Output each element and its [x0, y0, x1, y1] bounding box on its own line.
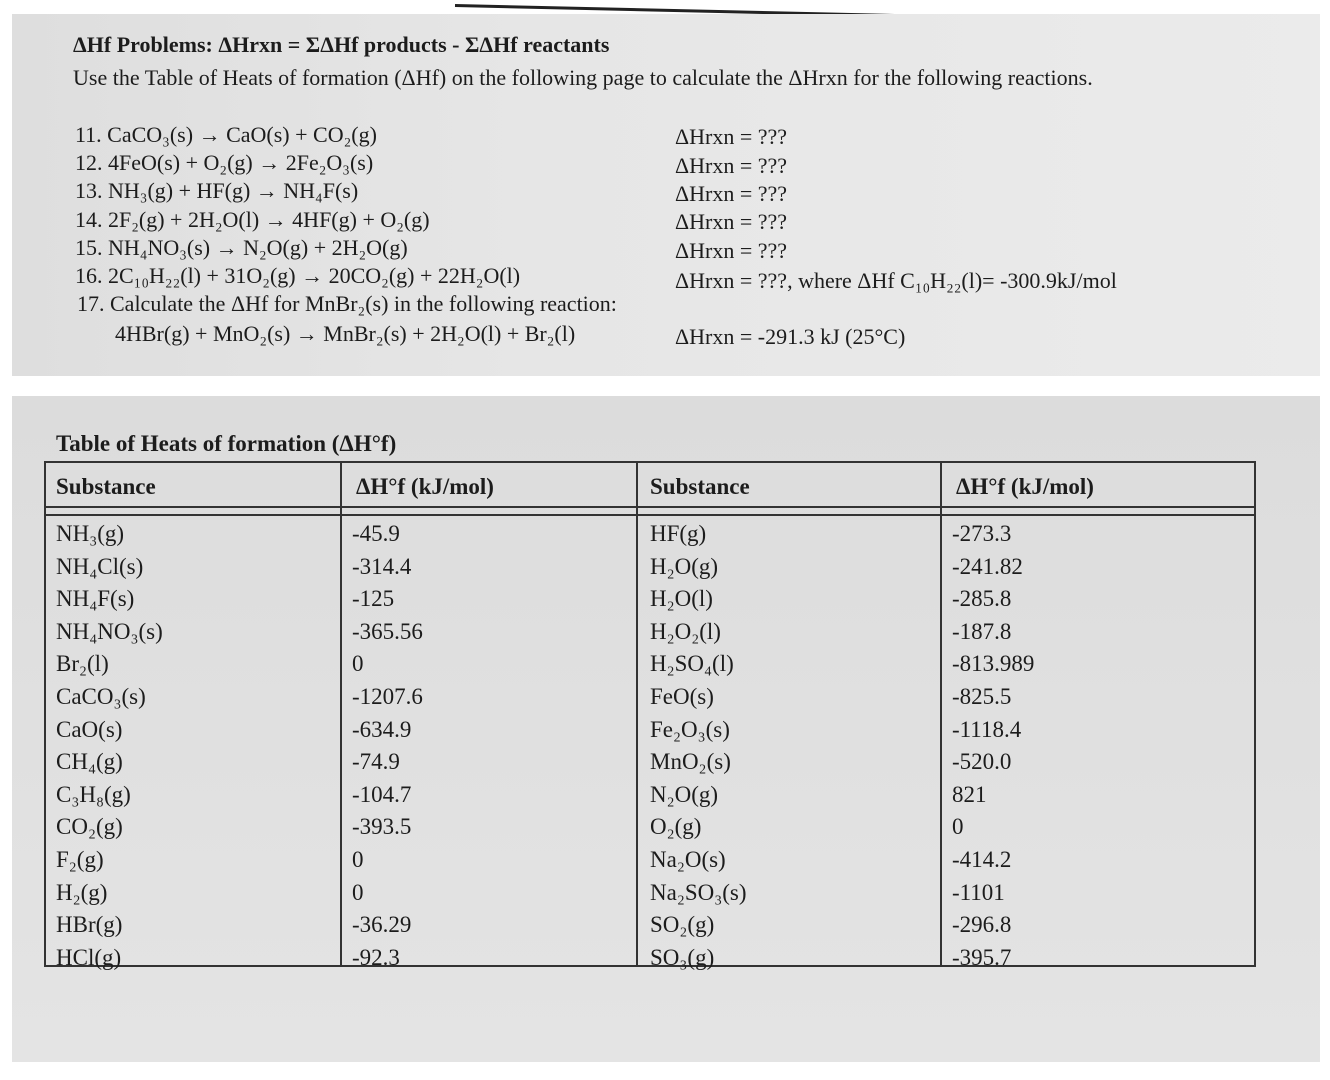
table-cell: H₂O(l) [650, 586, 713, 612]
table-cell: -414.2 [952, 846, 1012, 872]
col-header-substance-right: Substance [650, 474, 750, 499]
problem-17-equation: 4HBr(g) + MnO₂(s) → MnBr₂(s) + 2H₂O(l) + Br₂(l) [115, 321, 576, 346]
problem-11-answer: ΔHrxn = ??? [675, 124, 788, 149]
table-cell: -825.5 [952, 683, 1012, 709]
table-cell: -285.8 [952, 586, 1012, 612]
table-cell: O₂(g) [650, 814, 702, 840]
table-cell: NH₄F(s) [56, 586, 135, 612]
table-cell: Br₂(l) [56, 651, 109, 677]
table-cell: -314.4 [352, 553, 412, 579]
table-cell: -520.0 [952, 749, 1012, 775]
table-cell: -393.5 [352, 814, 412, 840]
table-cell: H₂O₂(l) [650, 618, 721, 644]
left-substance-column [56, 518, 163, 974]
table-cell: -365.56 [352, 618, 423, 644]
table-cell: FeO(s) [650, 683, 714, 709]
problems-heading: ΔHf Problems: ΔHrxn = ΣΔHf products - ΣΔHf reactants [73, 32, 610, 57]
table-cell: CaO(s) [56, 716, 123, 742]
right-substance-column [650, 518, 747, 974]
problem-11-equation: 11. CaCO₃(s) → CaO(s) + CO₂(g) [75, 122, 377, 147]
table-divider-3 [940, 461, 942, 967]
table-cell: -241.82 [952, 553, 1023, 579]
table-cell: NH₄NO₃(s) [56, 618, 163, 644]
col-header-value-left: ΔH°f (kJ/mol) [356, 474, 494, 499]
header-rule-2 [44, 514, 1256, 516]
table-cell: -45.9 [352, 521, 400, 546]
col-header-substance-left: Substance [56, 474, 156, 499]
table-cell: F₂(g) [56, 846, 104, 872]
table-cell: Na₂SO₃(s) [650, 879, 747, 905]
table-cell: 0 [352, 846, 364, 872]
table-cell: C₃H₈(g) [56, 781, 131, 807]
table-cell: SO₂(g) [650, 912, 715, 938]
table-cell: HBr(g) [56, 912, 123, 938]
problem-13-equation: 13. NH₃(g) + HF(g) → NH₄F(s) [75, 178, 359, 203]
table-cell: -104.7 [352, 781, 412, 807]
table-cell: H₂O(g) [650, 553, 719, 579]
table-title: Table of Heats of formation (ΔH°f) [56, 431, 397, 456]
table-divider-2 [636, 461, 638, 967]
header-rule [44, 506, 1256, 508]
table-cell: H₂SO₄(l) [650, 651, 734, 677]
table-cell: N₂O(g) [650, 781, 719, 807]
table-cell: CO₂(g) [56, 814, 123, 840]
problem-12-answer: ΔHrxn = ??? [675, 153, 788, 178]
table-cell: -813.989 [952, 651, 1035, 677]
table-cell: -1207.6 [352, 683, 423, 709]
left-value-column [352, 518, 423, 974]
problem-17-text: 17. Calculate the ΔHf for MnBr₂(s) in the following reaction: [77, 291, 617, 316]
table-cell: 821 [952, 781, 987, 807]
table-cell: HF(g) [650, 521, 707, 546]
table-cell: Fe₂O₃(s) [650, 716, 730, 742]
table-cell: 0 [352, 879, 364, 905]
problem-17-answer: ΔHrxn = -291.3 kJ (25°C) [675, 324, 906, 349]
table-cell: -634.9 [352, 716, 412, 742]
table-cell: -74.9 [352, 749, 400, 775]
right-value-column [952, 518, 1034, 974]
table-cell: CaCO₃(s) [56, 683, 146, 709]
problem-14-answer: ΔHrxn = ??? [675, 209, 788, 234]
problem-12-equation: 12. 4FeO(s) + O₂(g) → 2Fe₂O₃(s) [75, 150, 374, 175]
table-cell: -273.3 [952, 521, 1012, 546]
table-cell: -36.29 [352, 912, 412, 938]
table-cell: -395.7 [952, 944, 1012, 970]
table-cell: H₂(g) [56, 879, 108, 905]
problem-15-equation: 15. NH₄NO₃(s) → N₂O(g) + 2H₂O(g) [75, 235, 408, 260]
table-cell: CH₄(g) [56, 749, 123, 775]
table-cell: NH₃(g) [56, 521, 125, 546]
problem-15-answer: ΔHrxn = ??? [675, 238, 788, 263]
table-cell: -1118.4 [952, 716, 1022, 742]
table-cell: -1101 [952, 879, 1005, 905]
table-cell: NH₄Cl(s) [56, 553, 144, 579]
table-cell: -92.3 [352, 944, 400, 970]
problem-14-equation: 14. 2F₂(g) + 2H₂O(l) → 4HF(g) + O₂(g) [75, 207, 430, 232]
table-cell: 0 [352, 651, 364, 677]
table-divider-1 [340, 461, 342, 967]
problem-16-answer: ΔHrxn = ???, where ΔHf C₁₀H₂₂(l)= -300.9kJ/mol [675, 268, 1117, 293]
table-cell: MnO₂(s) [650, 749, 731, 775]
table-cell: 0 [952, 814, 964, 840]
problem-13-answer: ΔHrxn = ??? [675, 181, 788, 206]
col-header-value-right: ΔH°f (kJ/mol) [956, 474, 1094, 499]
table-cell: -187.8 [952, 618, 1012, 644]
table-cell: HCl(g) [56, 944, 122, 970]
table-cell: Na₂O(s) [650, 846, 726, 872]
problem-16-equation: 16. 2C₁₀H₂₂(l) + 31O₂(g) → 20CO₂(g) + 22H₂O(l) [75, 263, 521, 288]
table-cell: SO₃(g) [650, 944, 715, 970]
instructions-text: Use the Table of Heats of formation (ΔHf) on the following page to calculate the ΔHrxn for the following reactions. [73, 65, 1093, 90]
table-cell: -296.8 [952, 912, 1012, 938]
table-cell: -125 [352, 586, 395, 612]
